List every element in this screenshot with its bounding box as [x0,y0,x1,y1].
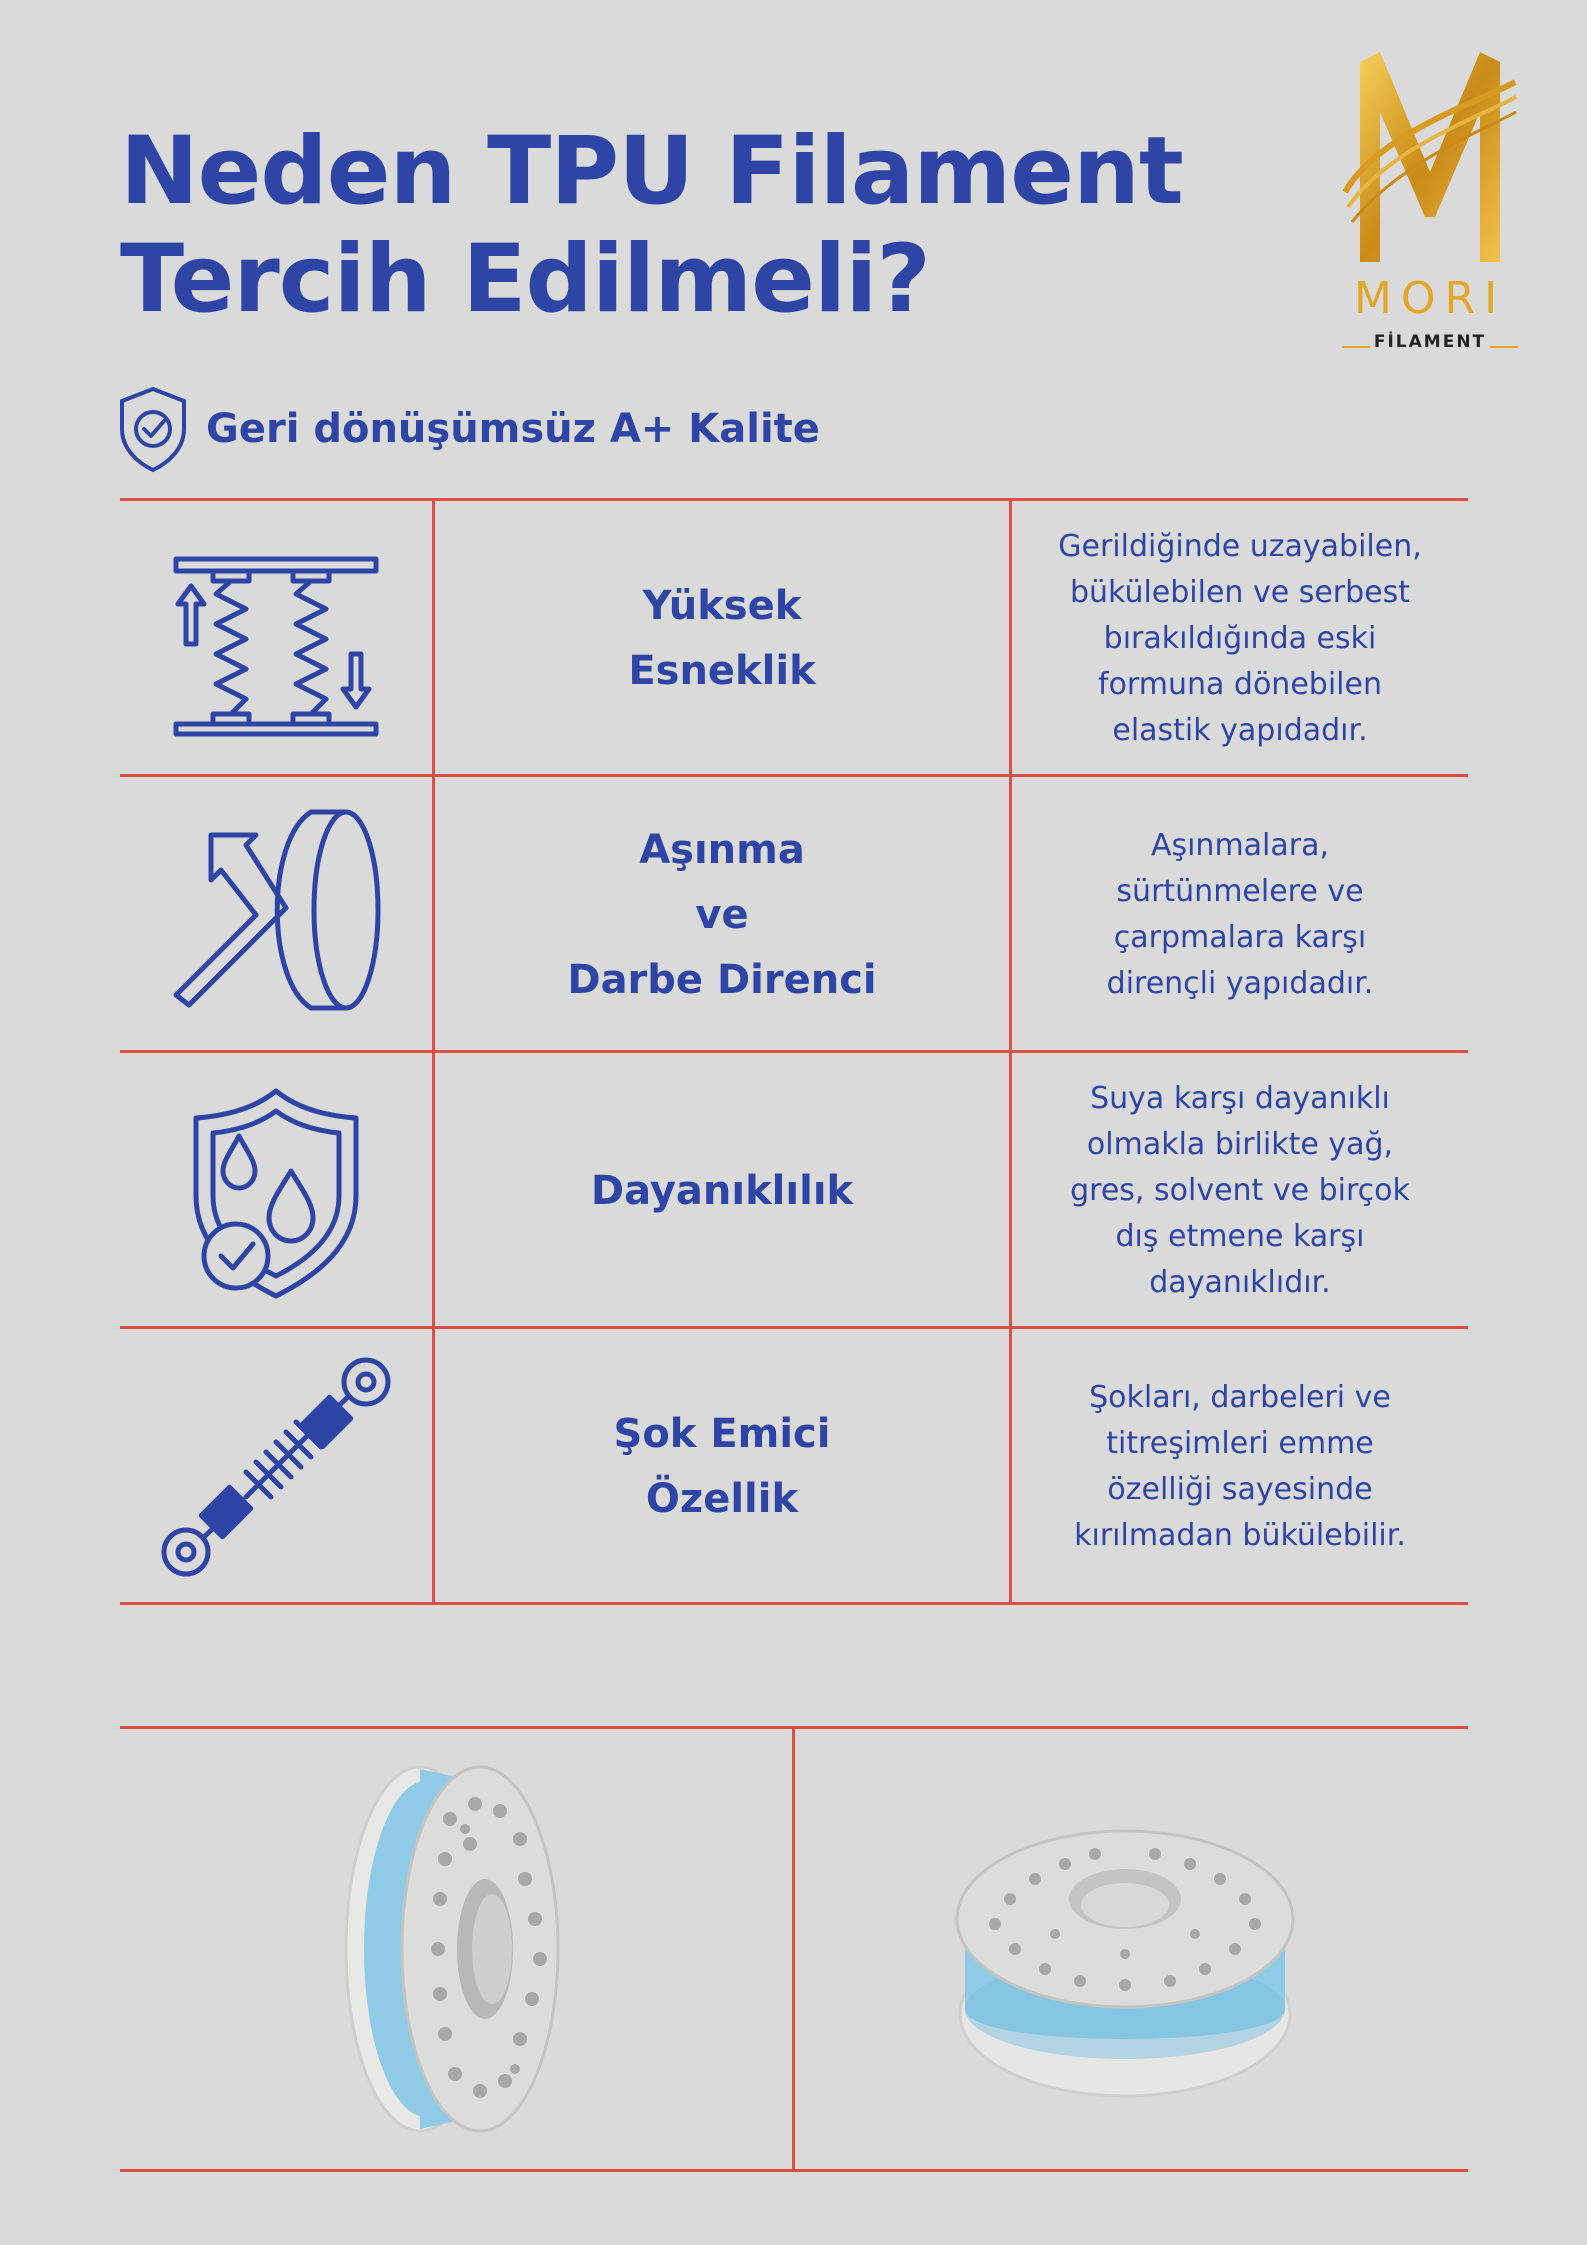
feature-name: Dayanıklılık [590,1167,854,1214]
spool-photo-side [120,1729,792,2169]
page-title [120,118,1183,334]
feature-name: Yüksek Esneklik [628,583,816,694]
feature-row [120,1329,1468,1605]
feature-name-cell [435,1329,1009,1605]
feature-row [120,1053,1468,1329]
feature-row [120,501,1468,777]
spring-compression-icon [161,524,391,754]
feature-description: Şokları, darbeleri ve titreşimleri emme özelliği sayesinde kırılmadan bükülebilir. [1074,1380,1406,1553]
badge-text: Geri dönüşümsüz A+ Kalite [206,406,820,452]
feature-icon-cell [120,1329,432,1605]
logo-subtitle: FİLAMENT [1373,332,1487,352]
logo-right-line [1490,346,1518,348]
feature-description-cell [1012,777,1468,1053]
title-line-1: Neden TPU Filament [120,117,1183,226]
shock-absorber-icon [161,1352,391,1582]
shield-check-icon [118,385,188,473]
feature-name-cell [435,777,1009,1053]
shield-water-drop-icon [161,1076,391,1306]
feature-description: Suya karşı dayanıklı olmakla birlikte yağ, gres, solvent ve birçok dış etmene karşı dayanıklıdır. [1070,1081,1410,1300]
mori-logo [1330,42,1530,362]
feature-name: Şok Emici Özellik [613,1411,831,1522]
mori-m-logo-icon [1340,42,1520,272]
logo-name: MORI [1353,273,1507,324]
filament-spool-flat-icon [795,1729,1468,2169]
feature-row [120,777,1468,1053]
quality-badge [118,384,820,474]
feature-name-cell [435,501,1009,777]
feature-name: Aşınma ve Darbe Direnci [567,826,877,1003]
product-photos [120,1726,1468,2172]
abrasion-impact-icon [161,800,391,1030]
spool-photo-flat [795,1729,1468,2169]
feature-description: Gerildiğinde uzayabilen, bükülebilen ve serbest bırakıldığında eski formuna dönebilen elastik yapıdadır. [1058,529,1422,748]
feature-icon-cell [120,1053,432,1329]
filament-spool-side-icon [120,1729,792,2169]
feature-name-cell [435,1053,1009,1329]
feature-description-cell [1012,1329,1468,1605]
title-line-2: Tercih Edilmeli? [120,225,930,334]
feature-description: Aşınmalara, sürtünmelere ve çarpmalara karşı dirençli yapıdadır. [1106,828,1374,1001]
feature-icon-cell [120,777,432,1053]
feature-icon-cell [120,501,432,777]
feature-description-cell [1012,501,1468,777]
feature-description-cell [1012,1053,1468,1329]
